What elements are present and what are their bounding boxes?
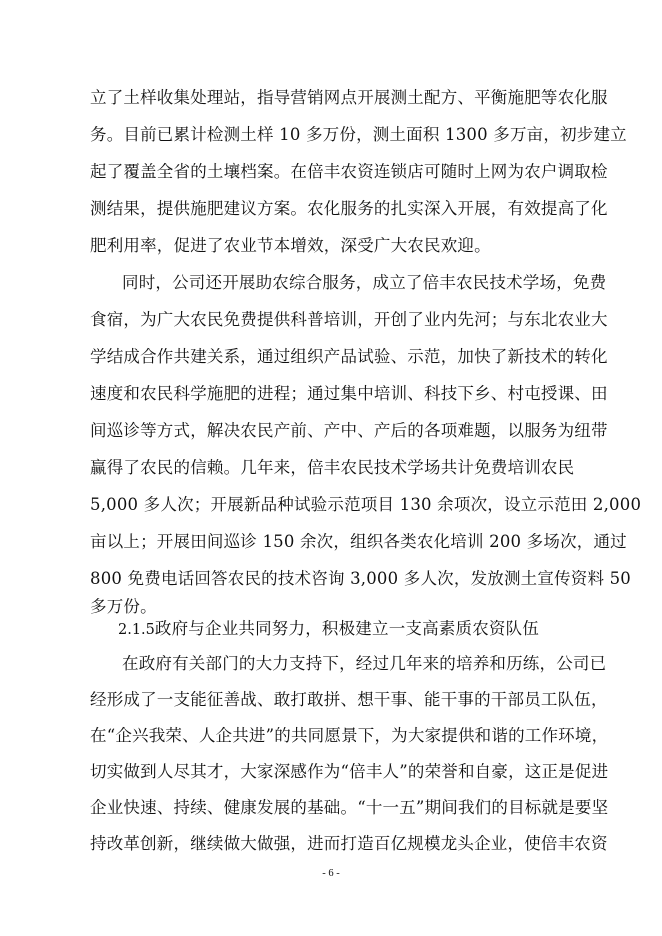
paragraph-3-line-1: 在政府有关部门的大力支持下，经过几年来的培养和历练，公司已 — [122, 654, 607, 673]
paragraph-1-line-2: 务。目前已累计检测土样 10 多万份，测土面积 1300 多万亩，初步建立 — [90, 125, 627, 144]
paragraph-2-line-8: 亩以上；开展田间巡诊 150 余次，组织各类农化培训 200 多场次，通过 — [90, 532, 627, 551]
paragraph-1-line-3: 起了覆盖全省的土壤档案。在倍丰农资连锁店可随时上网为农户调取检 — [90, 162, 608, 181]
paragraph-2-line-4: 速度和农民科学施肥的进程；通过集中培训、科技下乡、村屯授课、田 — [90, 384, 608, 403]
paragraph-1-line-4: 测结果，提供施肥建议方案。农化服务的扎实深入开展，有效提高了化 — [90, 199, 608, 218]
paragraph-2-line-7: 5,000 多人次；开展新品种试验示范项目 130 余项次，设立示范田 2,000 — [90, 495, 642, 514]
section-heading — [118, 619, 608, 640]
paragraph-3-line-6: 持改革创新，继续做大做强，进而打造百亿规模龙头企业，使倍丰农资 — [90, 834, 608, 853]
paragraph-2-line-10: 多万份。 — [90, 597, 157, 616]
paragraph-2-line-9: 800 免费电话回答农民的技术咨询 3,000 多人次，发放测土宣传资料 50 — [90, 569, 632, 588]
paragraph-2-line-1: 同时，公司还开展助农综合服务，成立了倍丰农民技术学场，免费 — [122, 273, 607, 292]
paragraph-3-line-2: 经形成了一支能征善战、敢打敢拼、想干事、能干事的干部员工队伍， — [90, 690, 608, 709]
page-number: - 6 - — [322, 868, 340, 879]
paragraph-2-line-2: 食宿，为广大农民免费提供科普培训，开创了业内先河；与东北农业大 — [90, 310, 608, 329]
section-title: 政府与企业共同努力，积极建立一支高素质农资队伍 — [154, 619, 540, 638]
paragraph-3-line-4: 切实做到人尽其才，大家深感作为“倍丰人”的荣誉和自豪，这正是促进 — [90, 762, 609, 781]
paragraph-1-line-1: 立了土样收集处理站，指导营销网点开展测土配方、平衡施肥等农化服 — [90, 88, 608, 107]
paragraph-3-line-5: 企业快速、持续、健康发展的基础。“十一五”期间我们的目标就是要坚 — [90, 798, 609, 817]
section-number: 2.1.5 — [118, 622, 155, 638]
paragraph-3-line-3: 在“企兴我荣、人企共进”的共同愿景下，为大家提供和谐的工作环境， — [90, 726, 609, 745]
paragraph-2-line-6: 赢得了农民的信赖。几年来，倍丰农民技术学场共计免费培训农民 — [90, 458, 575, 477]
paragraph-1-line-5: 肥利用率，促进了农业节本增效，深受广大农民欢迎。 — [90, 236, 491, 255]
paragraph-2-line-5: 间巡诊等方式，解决农民产前、产中、产后的各项难题，以服务为纽带 — [90, 421, 608, 440]
paragraph-2-line-3: 学结成合作共建关系，通过组织产品试验、示范，加快了新技术的转化 — [90, 347, 608, 366]
